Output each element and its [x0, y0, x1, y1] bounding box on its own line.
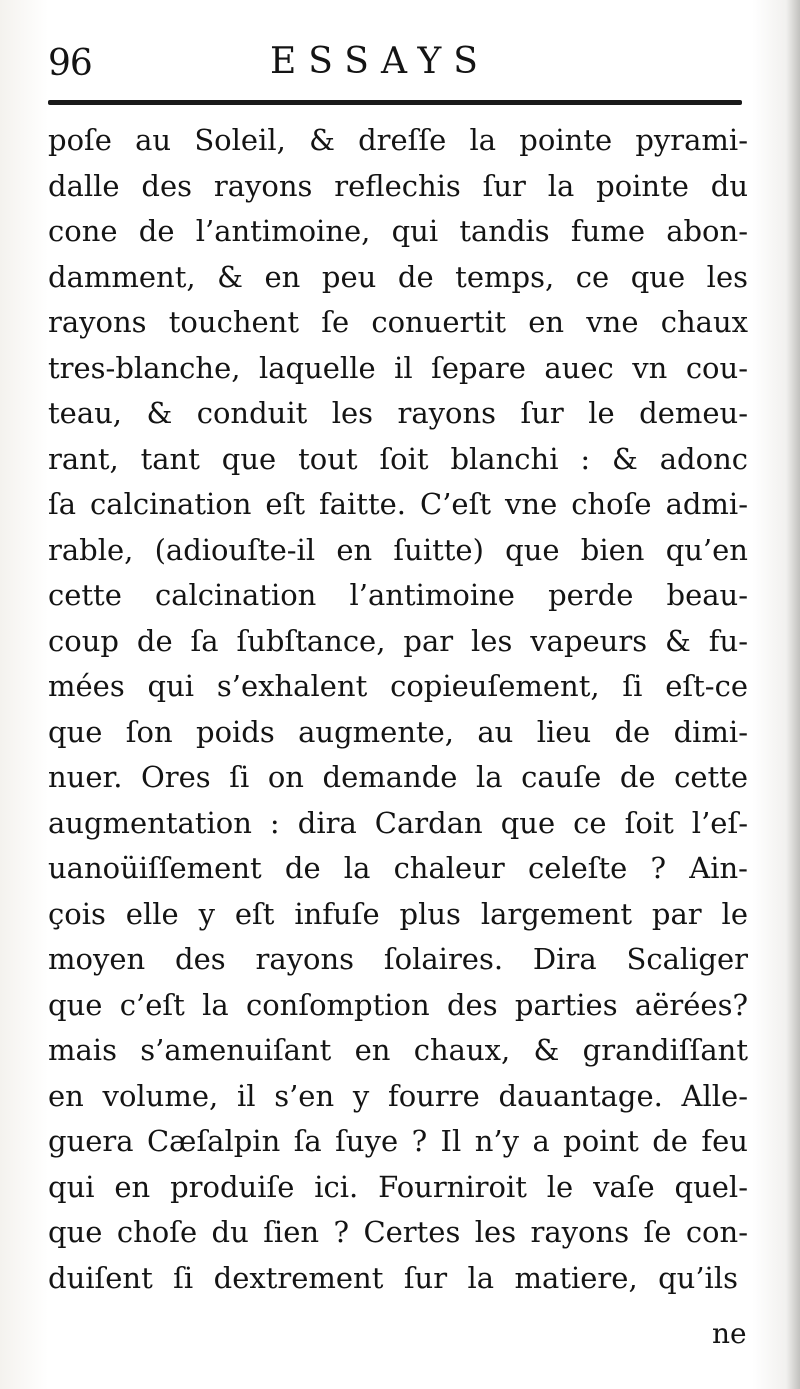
catchword: ne — [712, 1317, 747, 1350]
header-rule — [48, 100, 742, 105]
text-line: dalle des rayons reflechis ſur la pointe du — [48, 168, 748, 203]
body-text — [48, 118, 748, 1301]
text-line: augmentation : dira Cardan que ce ſoit l’eſ- — [48, 805, 748, 840]
text-line: rant, tant que tout ſoit blanchi : & adonc — [48, 441, 748, 476]
text-line: coup de ſa ſubſtance, par les vapeurs & fu- — [48, 623, 748, 658]
text-line: mées qui s’exhalent copieuſement, ſi eſt-ce — [48, 669, 748, 703]
text-line: cette calcination l’antimoine perde beau- — [48, 578, 748, 612]
text-line: mais s’amenuiſant en chaux, & grandiſſant — [48, 1033, 748, 1067]
page-edge-shadow — [786, 0, 800, 1389]
text-line: çois elle y eſt infuſe plus largement par le — [48, 896, 748, 931]
text-line: que ſon poids augmente, au lieu de dimi- — [48, 714, 748, 749]
text-line: damment, & en peu de temps, ce que les — [48, 259, 748, 294]
text-line: que choſe du ſien ? Certes les rayons ſe con- — [48, 1215, 748, 1249]
text-line: ſa calcination eſt faitte. C’eſt vne choſe admi- — [48, 487, 748, 521]
text-line: poſe au Soleil, & dreſſe la pointe pyrami- — [48, 123, 748, 157]
text-line: rayons touchent ſe conuertit en vne chaux — [48, 305, 748, 339]
text-line: en volume, il s’en y fourre dauantage. Alle- — [48, 1078, 748, 1113]
text-line: tres-blanche, laquelle il ſepare auec vn cou- — [48, 350, 748, 385]
text-line: que c’eſt la conſomption des parties aërées? — [48, 987, 748, 1022]
text-line: cone de l’antimoine, qui tandis fume abon- — [48, 214, 748, 248]
text-line: duiſent ſi dextrement ſur la matiere, qu’ils — [48, 1260, 738, 1295]
text-line: nuer. Ores ſi on demande la cauſe de cette — [48, 760, 748, 794]
text-line: guera Cæſalpin ſa ſuye ? Il n’y a point de feu — [48, 1124, 748, 1158]
text-line: teau, & conduit les rayons ſur le demeu- — [48, 396, 748, 430]
text-line: moyen des rayons ſolaires. Dira Scaliger — [48, 942, 748, 976]
page-header — [48, 36, 740, 96]
page-number: 96 — [48, 43, 92, 84]
text-line: uanoüiſſement de la chaleur celeſte ? Ain- — [48, 851, 748, 885]
running-title: ESSAYS — [270, 41, 490, 82]
text-line: rable, (adiouſte-il en ſuitte) que bien qu’en — [48, 532, 748, 567]
text-line: qui en produiſe ici. Fourniroit le vaſe quel- — [48, 1169, 748, 1204]
